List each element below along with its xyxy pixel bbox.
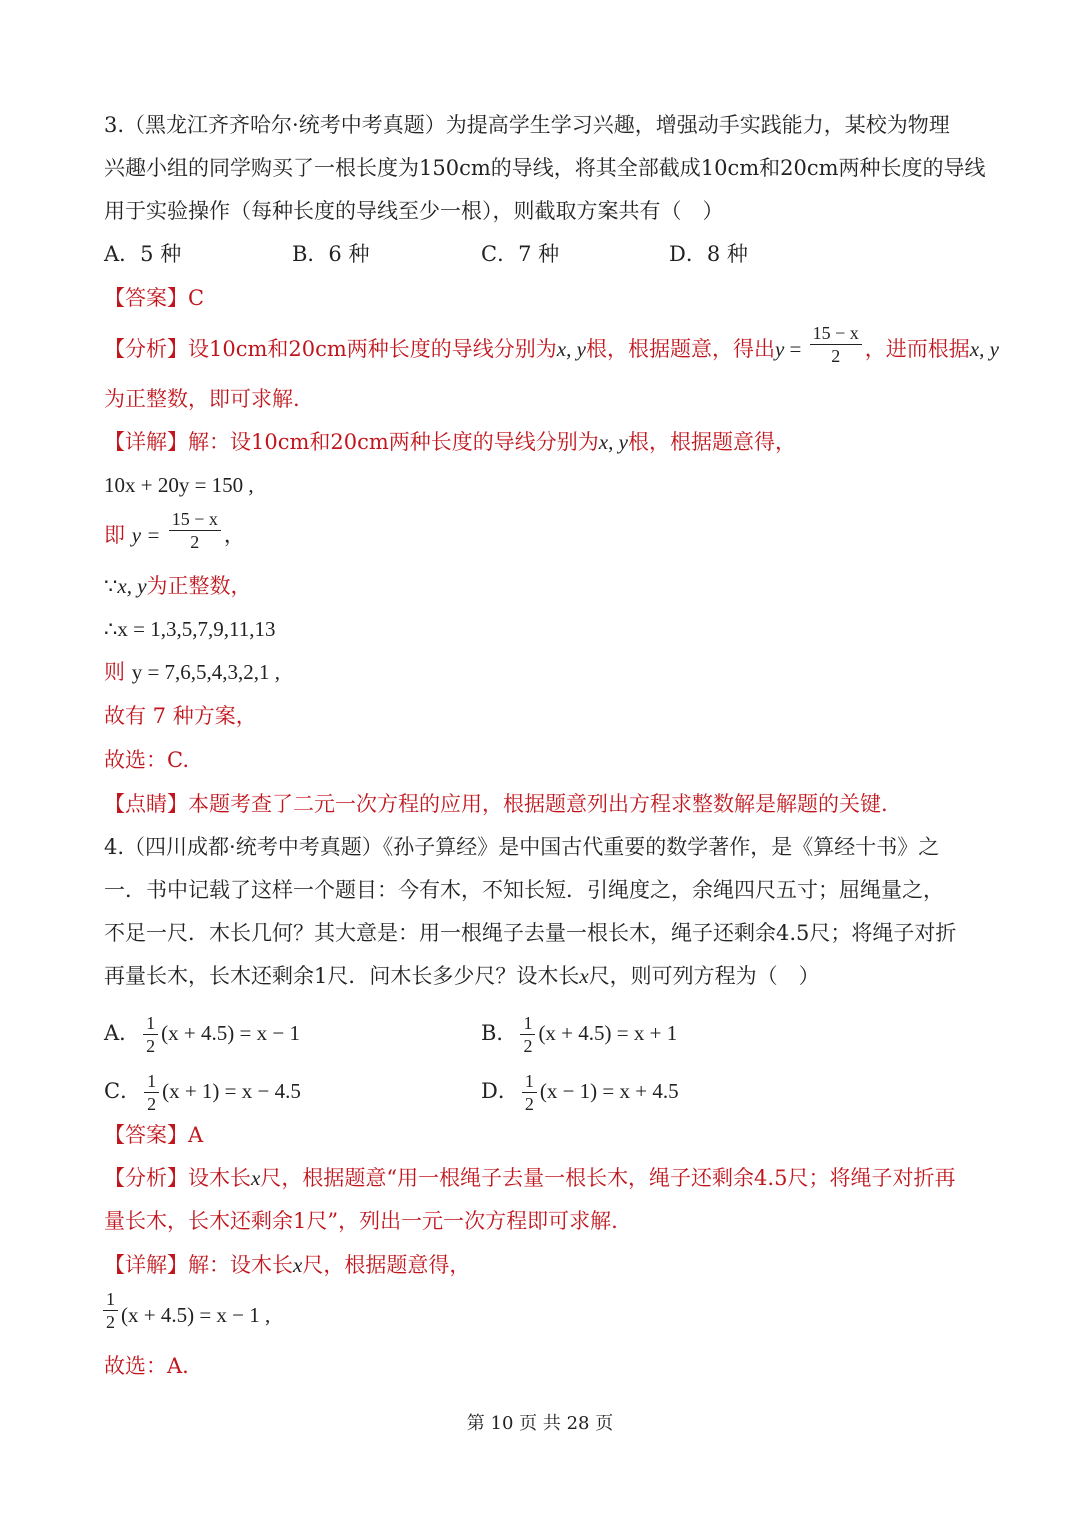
option-label: A． [104,1021,141,1045]
fraction-numerator: 1 [522,1070,537,1093]
math-expression: (x + 4.5) = x − 1 [161,1021,300,1045]
q3-point [104,790,1020,818]
q4-text: 尺，则可列方程为（ ） [588,964,820,988]
analysis-text: 根，根据题意，得出 [585,337,775,361]
q3-option-a: A．5 种 [104,242,182,266]
q4-detail [104,1251,1020,1279]
option-label: D． [481,1079,519,1103]
fraction-denominator: 2 [190,532,200,552]
q4-final-equation [100,1289,1020,1333]
math-xy: x, y [117,574,147,598]
q3-line-2: 兴趣小组的同学购买了一根长度为150cm的导线，将其全部截成10cm和20cm两种长度的导线 [104,156,986,180]
fraction-denominator: 2 [831,346,841,366]
q3-conclusion: 故有 7 种方案， [104,704,257,728]
q3-analysis-line-1 [104,323,1020,367]
math-expression: (x + 4.5) = x + 1 [538,1021,678,1045]
option-label: B． [481,1021,518,1045]
q3-option-c: C．7 种 [481,242,560,266]
fraction [143,1012,158,1057]
math-expression: (x − 1) = x + 4.5 [539,1079,679,1103]
therefore-symbol: ∴ [104,617,118,641]
fraction [169,508,221,553]
fraction-denominator: 2 [106,1312,115,1332]
math-xy: x, y [598,430,628,454]
analysis-text: ，进而根据 [864,337,970,361]
fraction-numerator: 1 [144,1070,159,1093]
analysis-tag: 【分析】 [104,337,188,361]
answer-value: C [188,286,205,310]
q4-analysis-line-1 [104,1164,1020,1192]
q4-line-1: 4.（四川成都·统考中考真题）《孙子算经》是中国古代重要的数学著作，是《算经十书》之 [104,835,940,859]
fraction-numerator: 1 [520,1012,535,1035]
math-xy: x, y [969,337,999,361]
then-text: 则 [104,660,125,684]
fraction-numerator: 15 − x [169,508,221,531]
math-y: y [774,337,785,361]
q3-choose: 故选：C. [104,748,189,772]
detail-tag: 【详解】 [104,1253,188,1277]
q4-line-3: 不足一尺．木长几何？其大意是：用一根绳子去量一根长木，绳子还剩余4.5尺；将绳子对折 [104,921,957,945]
detail-text: 尺，根据题意得， [302,1253,471,1277]
fraction [522,1070,537,1115]
q4-line-4 [104,962,1020,990]
analysis-tag: 【分析】 [104,1166,188,1190]
point-text: 本题考查了二元一次方程的应用，根据题意列出方程求整数解是解题的关键. [188,792,888,816]
math-expression: x = 1,3,5,7,9,11,13 [117,617,276,641]
fraction-numerator: 15 − x [810,322,862,345]
q4-choose: 故选：A. [104,1354,189,1378]
fraction [810,322,862,367]
analysis-text: 设木长 [188,1166,251,1190]
q4-answer [104,1121,1020,1149]
analysis-text: 设10cm和20cm两种长度的导线分别为 [188,337,557,361]
math-expression: y = 7,6,5,4,3,2,1 , [131,660,281,684]
detail-text: 根，根据题意得， [627,430,796,454]
detail-text: 解：设10cm和20cm两种长度的导线分别为 [188,430,599,454]
option-label: C． [104,1079,142,1103]
ji-text: 即 [104,523,125,547]
q4-option-d [481,1070,679,1115]
q3-ji-line [104,509,1020,553]
q4-analysis-line-2: 量长木，长木还剩余1尺”，列出一元一次方程即可求解. [104,1209,618,1233]
q3-line-3: 用于实验操作（每种长度的导线至少一根），则截取方案共有（ ） [104,199,724,223]
math-x: x [251,1166,261,1190]
fraction-denominator: 2 [523,1036,533,1056]
math-xy: x, y [556,337,586,361]
because-text: 为正整数， [146,574,252,598]
page-footer: 第 10 页 共 28 页 [466,1413,614,1434]
because-symbol: ∵ [104,574,118,598]
fraction [144,1070,159,1115]
q3-because-line [104,572,1020,600]
math-eq: = [784,337,807,361]
detail-tag: 【详解】 [104,430,188,454]
math-x: x [579,964,589,988]
q4-option-c [104,1070,301,1115]
q3-analysis-line-2: 为正整数，即可求解. [104,387,300,411]
fraction-denominator: 2 [146,1036,156,1056]
q3-equation-1: 10x + 20y = 150 , [104,473,254,497]
q4-option-a [104,1012,300,1057]
math-y: y = [131,523,166,547]
fraction-numerator: 1 [103,1288,118,1311]
q3-line-1: 3.（黑龙江齐齐哈尔·统考中考真题）为提高学生学习兴趣，增强动手实践能力，某校为物理 [104,113,950,137]
q3-answer [104,284,1020,312]
fraction [520,1012,535,1057]
q4-line-2: 一．书中记载了这样一个题目：今有木，不知长短．引绳度之，余绳四尺五寸；屈绳量之， [104,878,944,902]
fraction-denominator: 2 [524,1094,534,1114]
q3-option-b: B．6 种 [292,242,370,266]
analysis-text: 尺，根据题意“用一根绳子去量一根长木，绳子还剩余4.5尺；将绳子对折再 [260,1166,956,1190]
q3-then-line [104,658,1020,686]
answer-value: A [188,1123,204,1147]
answer-tag: 【答案】 [104,286,188,310]
math-expression: (x + 4.5) = x − 1 , [121,1303,271,1327]
q4-text: 再量长木，长木还剩余1尺．问木长多少尺？设木长 [104,964,580,988]
detail-text: 解：设木长 [188,1253,293,1277]
fraction-numerator: 1 [143,1012,158,1035]
fraction-denominator: 2 [147,1094,157,1114]
q4-option-b [481,1012,677,1057]
fraction [103,1288,118,1333]
math-expression: (x + 1) = x − 4.5 [162,1079,301,1103]
q3-detail [104,428,1020,456]
q3-option-d: D．8 种 [669,242,748,266]
answer-tag: 【答案】 [104,1123,188,1147]
math-x: x [293,1253,303,1277]
point-tag: 【点睛】 [104,792,188,816]
q3-therefore-line [104,615,1020,643]
punct: ， [223,523,245,547]
